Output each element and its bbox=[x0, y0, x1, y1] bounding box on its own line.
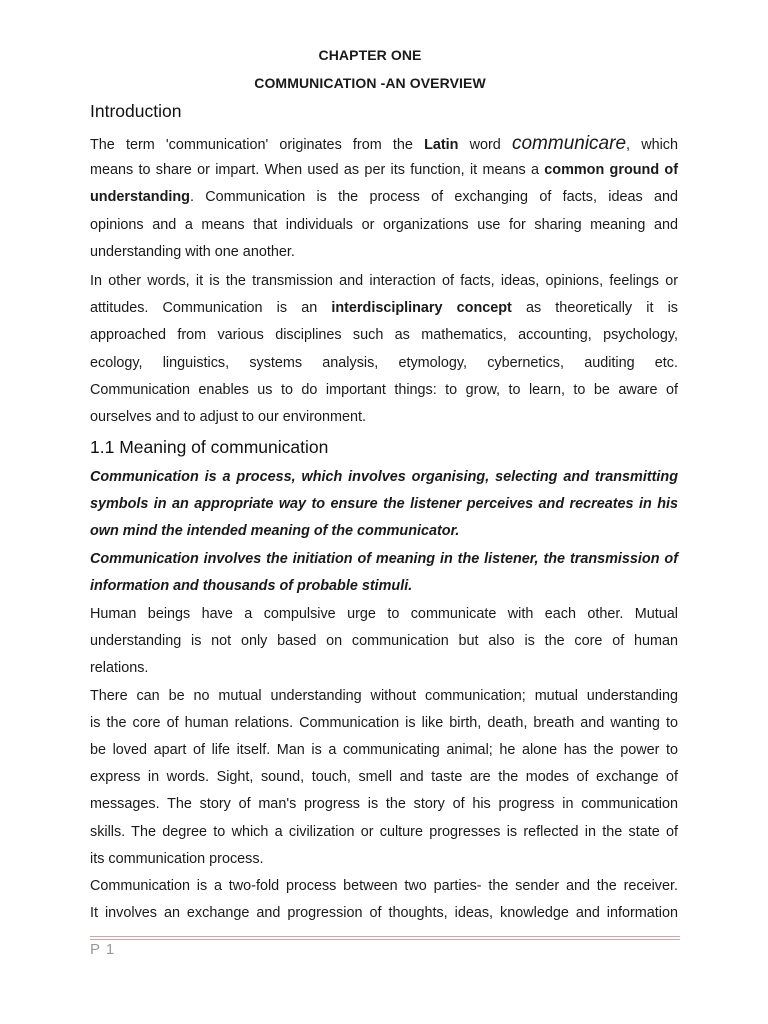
text-line: relations. bbox=[90, 660, 149, 677]
text-line: Communication enables us to do important things: to grow, to learn, to be aware of bbox=[90, 381, 678, 398]
highlight-term: understanding bbox=[90, 189, 190, 206]
text-line: its communication process. bbox=[90, 850, 264, 867]
text-line: skills. The degree to which a civilization or culture progresses is reflected in the state of bbox=[90, 823, 678, 840]
text-run: as theoretically it is bbox=[511, 300, 678, 317]
text-line: ourselves and to adjust to our environment. bbox=[90, 408, 366, 425]
meaning-heading: 1.1 Meaning of communication bbox=[90, 437, 329, 457]
quote-line: information and thousands of probable stimuli. bbox=[90, 577, 413, 594]
intro-paragraph-1 bbox=[90, 130, 678, 266]
text-run: . Communication is the process of exchanging of facts, ideas and bbox=[189, 189, 678, 206]
text-line: There can be no mutual understanding without communication; mutual understanding bbox=[90, 687, 678, 704]
text-line: express in words. Sight, sound, touch, smell and taste are the modes of exchange of bbox=[90, 769, 678, 786]
text-run: means to share or impart. When used as per its function, it means a bbox=[90, 162, 545, 179]
intro-paragraph-2 bbox=[90, 268, 678, 431]
quote-line: Communication is a process, which involves organising, selecting and transmitting bbox=[90, 469, 678, 485]
highlight-term: interdisciplinary concept bbox=[331, 300, 512, 317]
text-run: attitudes. Communication is an bbox=[90, 300, 332, 317]
text-line bbox=[90, 157, 678, 184]
body-paragraphs bbox=[90, 601, 678, 927]
text-line: messages. The story of man's progress is the story of his progress in communication bbox=[90, 796, 678, 813]
quote-line: symbols in an appropriate way to ensure the listener perceives and recreates in his bbox=[90, 496, 678, 513]
latin-term: Latin bbox=[424, 137, 459, 153]
text-line bbox=[90, 130, 678, 157]
footer-divider bbox=[90, 936, 680, 940]
text-line bbox=[90, 295, 678, 322]
text-line: ecology, linguistics, systems analysis, etymology, cybernetics, auditing etc. bbox=[90, 354, 678, 371]
page-number: P 1 bbox=[90, 941, 116, 958]
quote-line: Communication involves the initiation of meaning in the listener, the transmission of bbox=[90, 550, 678, 567]
text-line bbox=[90, 184, 678, 211]
definition-quotes bbox=[90, 464, 678, 600]
chapter-label: CHAPTER ONE bbox=[318, 47, 422, 63]
text-run: , which bbox=[626, 137, 678, 153]
text-line: approached from various disciplines such as mathematics, accounting, psychology, bbox=[90, 327, 678, 344]
highlight-term: common ground of bbox=[544, 162, 678, 179]
text-line: understanding with one another. bbox=[90, 243, 295, 260]
text-line: opinions and a means that individuals or organizations use for sharing meaning and bbox=[90, 216, 678, 233]
text-line: is the core of human relations. Communication is like birth, death, breath and wanting to bbox=[90, 714, 678, 731]
text-run: word bbox=[458, 137, 512, 153]
introduction-heading: Introduction bbox=[90, 101, 182, 121]
text-run: The term 'communication' originates from the bbox=[90, 137, 425, 153]
text-line: be loved apart of life itself. Man is a communicating animal; he alone has the power to bbox=[90, 741, 678, 758]
text-line: Communication is a two-fold process between two parties- the sender and the receiver. bbox=[90, 877, 678, 894]
text-line: It involves an exchange and progression of thoughts, ideas, knowledge and information bbox=[90, 905, 678, 922]
communicare-term: communicare bbox=[511, 133, 627, 154]
text-line: Human beings have a compulsive urge to communicate with each other. Mutual bbox=[90, 606, 678, 622]
text-line: In other words, it is the transmission and interaction of facts, ideas, opinions, feelings or bbox=[90, 273, 678, 289]
chapter-title: COMMUNICATION -AN OVERVIEW bbox=[254, 75, 486, 91]
quote-line: own mind the intended meaning of the communicator. bbox=[90, 523, 460, 540]
text-line: understanding is not only based on communication but also is the core of human bbox=[90, 633, 678, 650]
